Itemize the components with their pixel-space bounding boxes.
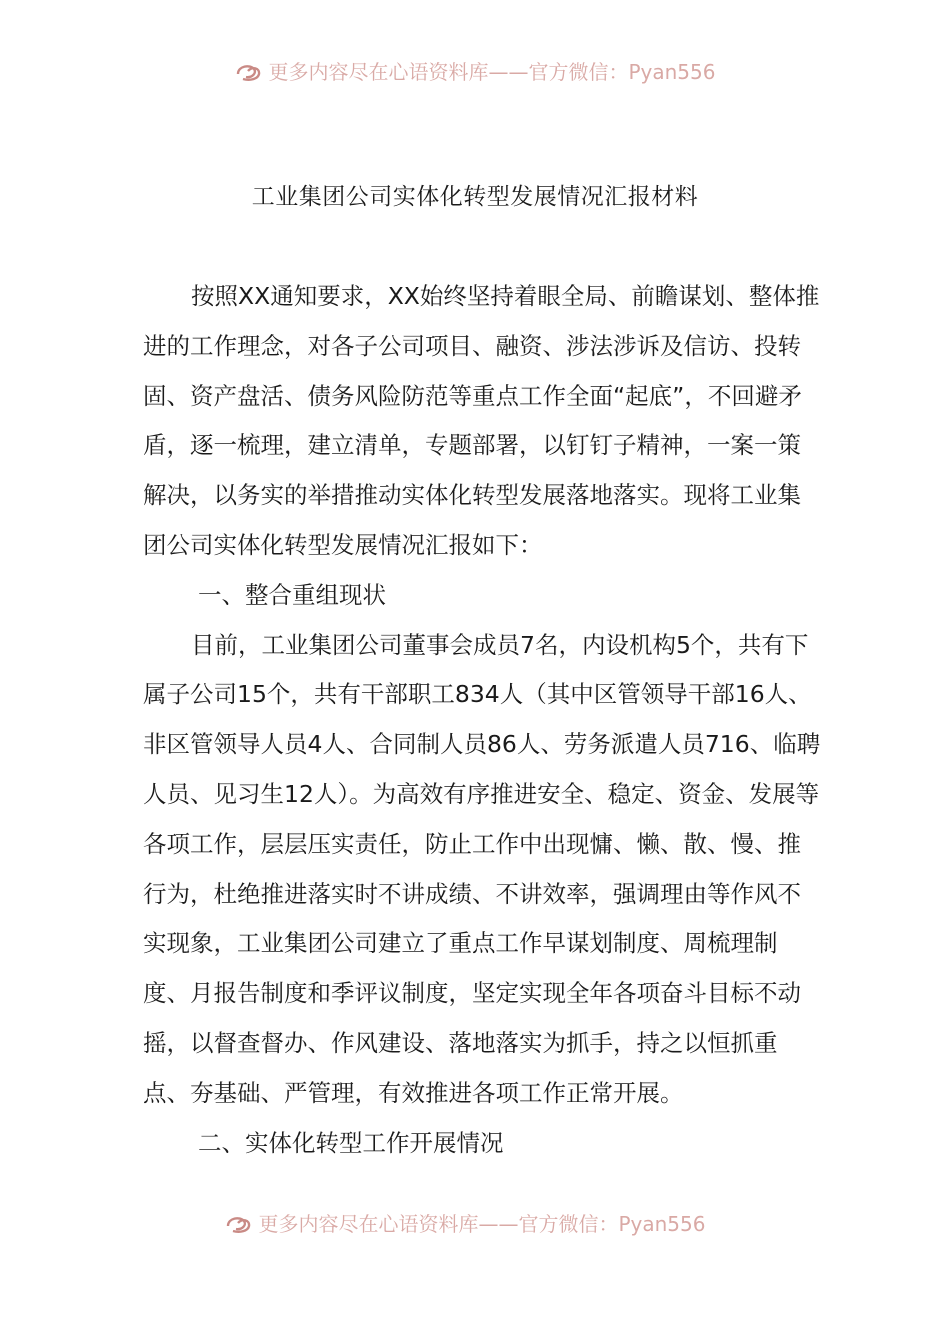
section-heading-2: 二、实体化转型工作开展情况 bbox=[198, 1128, 504, 1157]
paragraph-intro: 按照XX通知要求，XX始终坚持着眼全局、前瞻谋划、整体推进的工作理念，对各子公司项目、融资、涉法涉诉及信访、投转固、资产盘活、债务风险防范等重点工作全面“起底”，不回避矛盾，逐一梳理，建立清单，专题部署，以钉钉子精神，一案一策解决，以务实的举措推动实体化转型发展落地落实。现将工业集团公司实体化转型发展情况汇报如下： bbox=[143, 282, 820, 559]
paragraph-status: 目前，工业集团公司董事会成员7名，内设机构5个，共有下属子公司15个，共有干部职工834人（其中区管领导干部16人、非区管领导人员4人、合同制人员86人、劳务派遣人员716、临聘人员、见习生12人）。为高效有序推进安全、稳定、资金、发展等各项工作，层层压实责任，防止工作中出现慵、懒、散、慢、推行为，杜绝推进落实时不讲成绩、不讲效率，强调理由等作风不实现象，工业集团公司建立了重点工作早谋划制度、周梳理制度、月报告制度和季评议制度，坚定实现全年各项奋斗目标不动摇，以督查督办、作风建设、落地落实为抓手，持之以恒抓重点、夯基础、严管理，有效推进各项工作正常开展。 bbox=[143, 630, 821, 1107]
watermark-bottom bbox=[0, 1208, 940, 1237]
swirl-logo-icon bbox=[234, 60, 264, 82]
watermark-text: 更多内容尽在心语资料库——官方微信：Pyan556 bbox=[268, 60, 716, 84]
swirl-logo-icon bbox=[224, 1212, 254, 1234]
document-title: 工业集团公司实体化转型发展情况汇报材料 bbox=[251, 184, 699, 210]
document-body bbox=[143, 272, 823, 1168]
watermark-text: 更多内容尽在心语资料库——官方微信：Pyan556 bbox=[258, 1212, 706, 1236]
section-heading-1: 一、整合重组现状 bbox=[198, 580, 386, 609]
watermark-top bbox=[0, 56, 950, 85]
